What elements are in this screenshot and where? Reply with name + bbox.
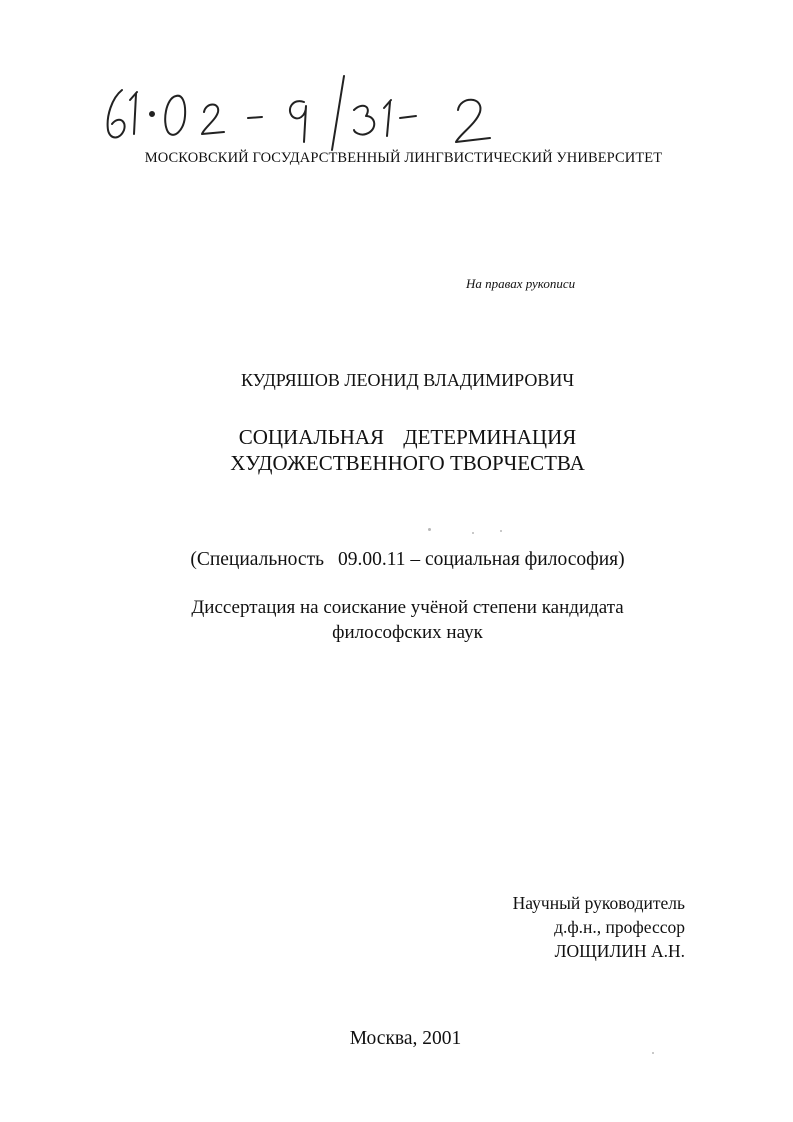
scan-speck: [428, 528, 431, 531]
degree-line-2: философских наук: [332, 622, 483, 643]
author-name: КУДРЯШОВ ЛЕОНИД ВЛАДИМИРОВИЧ: [240, 370, 575, 390]
scan-speck: [472, 532, 474, 534]
scan-speck: [652, 1052, 654, 1054]
thesis-title-line-1: СОЦИАЛЬНАЯ ДЕТЕРМИНАЦИЯ: [238, 425, 577, 449]
degree-line-1: Диссертация на соискание учёной степени кандидата: [191, 597, 624, 618]
scan-speck: [500, 530, 502, 532]
specialty-code: 09.00.11 – социальная философия): [337, 549, 625, 570]
supervisor-block: [513, 891, 685, 963]
manuscript-note: На правах рукописи: [466, 276, 576, 291]
city-year: Москва, 2001: [349, 1028, 462, 1049]
specialty-prefix: (Специальность: [190, 549, 324, 570]
handwritten-archive-number: [100, 72, 510, 152]
supervisor-degree: д.ф.н., профессор: [554, 917, 685, 937]
specialty-line: [0, 549, 793, 571]
thesis-title-line-2: ХУДОЖЕСТВЕННОГО ТВОРЧЕСТВА: [230, 451, 585, 475]
supervisor-role: Научный руководитель: [512, 893, 685, 913]
supervisor-name: ЛОЩИЛИН А.Н.: [554, 941, 685, 961]
university-name: МОСКОВСКИЙ ГОСУДАРСТВЕННЫЙ ЛИНГВИСТИЧЕСКИЙ УНИВЕРСИТЕТ: [144, 150, 663, 166]
